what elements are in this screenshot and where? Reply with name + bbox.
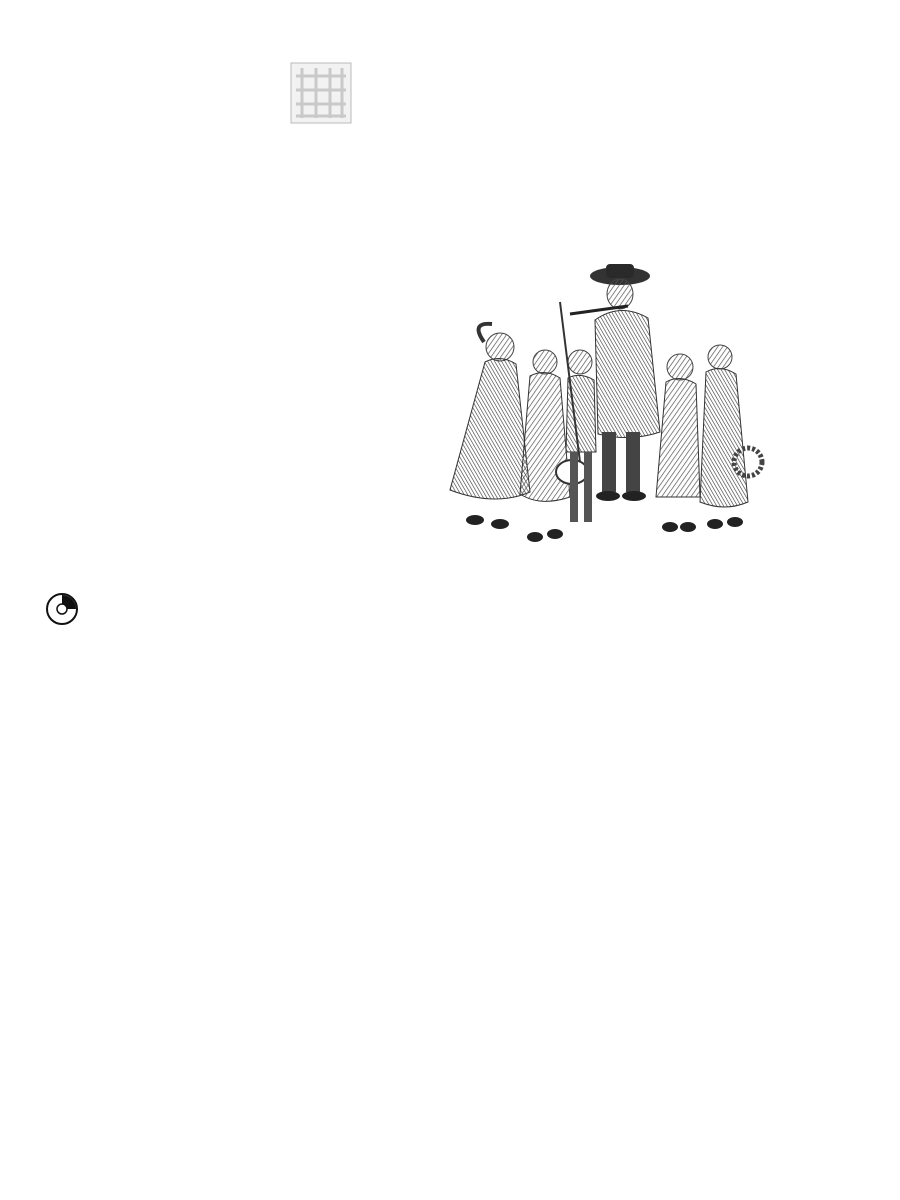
running-header xyxy=(32,36,41,52)
cd-icon xyxy=(46,592,86,626)
staff-system-3 xyxy=(0,896,900,1016)
staff-system-2 xyxy=(0,758,900,878)
piper-and-children-illustration xyxy=(430,262,770,557)
celtic-knot-logo xyxy=(290,62,352,124)
staff-system-4 xyxy=(0,1040,900,1160)
staff-system-1 xyxy=(0,640,900,760)
